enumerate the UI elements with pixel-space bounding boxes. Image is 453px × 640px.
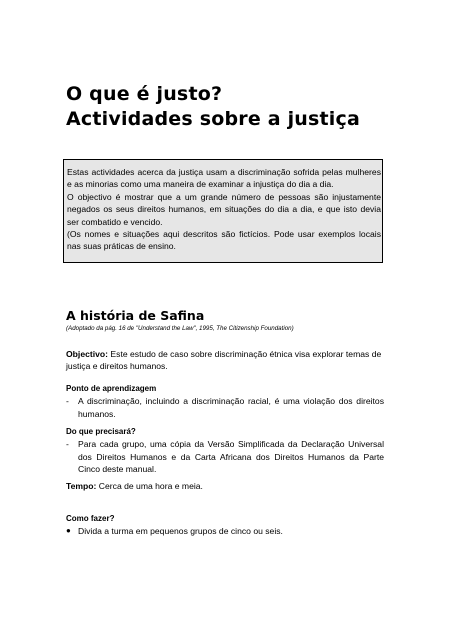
- how-to-item: [66, 525, 384, 537]
- objective-label: Objectivo:: [66, 349, 109, 359]
- section-heading: A história de Safina: [66, 308, 205, 323]
- intro-box: [63, 159, 383, 263]
- bullet-marker: ●: [66, 526, 71, 536]
- page-title: [66, 82, 406, 132]
- title-line-1: O que é justo?: [66, 83, 223, 105]
- learning-point-heading: Ponto de aprendizagem: [66, 384, 157, 393]
- needs-section: [66, 426, 384, 476]
- objective-text: Este estudo de caso sobre discriminação étnica visa explorar temas de justiça e direitos humanos.: [66, 349, 382, 372]
- dash-marker: -: [66, 439, 69, 450]
- learning-point-item: [66, 395, 384, 420]
- how-to-heading: Como fazer?: [66, 514, 115, 523]
- source-citation: [66, 325, 294, 332]
- source-citation-text: (Adoptado da pág. 16 de "Understand the Law", 1995,: [66, 325, 217, 332]
- intro-paragraph-1: Estas actividades acerca da justiça usam a discriminação sofrida pelas mulheres e as minorias como uma maneira de examinar a injustiça do dia a dia.: [67, 167, 381, 190]
- how-to-section: [66, 513, 384, 538]
- time-paragraph: [66, 480, 384, 492]
- title-line-2: Actividades sobre a justiça: [66, 108, 360, 130]
- dash-marker: -: [66, 396, 69, 407]
- intro-paragraph-2: O objectivo é mostrar que a um grande número de pessoas são injustamente negados os seus direitos humanos, em situações do dia a dia, e que isto devia ser combatido e vencido.: [67, 191, 381, 227]
- objective-paragraph: [66, 348, 384, 373]
- needs-heading: Do que precisará?: [66, 427, 136, 436]
- learning-point-text: A discriminação, incluindo a discriminação racial, é uma violação dos direitos humanos.: [78, 396, 384, 419]
- how-to-text: Divida a turma em pequenos grupos de cinco ou seis.: [78, 526, 283, 537]
- source-citation-publisher: The Citizenship Foundation): [216, 325, 294, 332]
- time-text: Cerca de uma hora e meia.: [96, 481, 203, 491]
- needs-item: [66, 438, 384, 475]
- learning-point-section: [66, 383, 384, 420]
- needs-text: Para cada grupo, uma cópia da Versão Simplificada da Declaração Universal dos Direitos Humanos e da Carta Africana dos Direitos Humanos da Parte Cinco deste manual.: [78, 439, 384, 475]
- time-label: Tempo:: [66, 481, 97, 491]
- intro-paragraph-3: (Os nomes e situações aqui descritos são fictícios. Pode usar exemplos locais nas suas práticas de ensino.: [67, 229, 381, 252]
